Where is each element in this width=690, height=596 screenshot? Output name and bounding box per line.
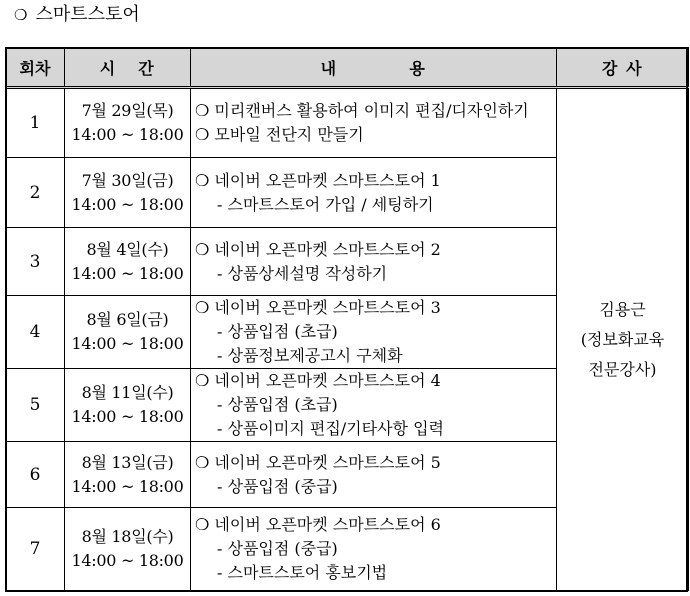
- section-title: 스마트스토어: [35, 4, 140, 25]
- header-instructor: 강 사: [557, 48, 689, 88]
- session-time: 14:00 ~ 18:00: [71, 407, 184, 426]
- session-datetime: [65, 158, 191, 228]
- session-time: 14:00 ~ 18:00: [71, 476, 184, 496]
- content-subitem: - 상품입점 (초급): [217, 322, 338, 341]
- session-number: 6: [6, 442, 65, 508]
- header-session-number: 회차: [6, 48, 65, 88]
- session-number: 4: [6, 296, 65, 369]
- session-date: 8월 6일(금): [86, 310, 169, 329]
- content-subitem: - 상품입점 (중급): [217, 476, 338, 496]
- instructor-title: 전문강사): [588, 359, 657, 379]
- content-subitem: - 상품입점 (중급): [217, 539, 338, 558]
- session-datetime: [65, 228, 191, 296]
- content-item: ❍ 네이버 오픈마켓 스마트스토어 6: [195, 515, 441, 534]
- content-subitem: - 상품이미지 편집/기타사항 입력: [217, 419, 444, 438]
- session-date: 8월 4일(수): [86, 239, 169, 259]
- session-content: [191, 158, 557, 228]
- table-header-row: [6, 48, 689, 88]
- table-row: [6, 88, 689, 158]
- section-heading: [14, 4, 140, 26]
- content-item: ❍ 네이버 오픈마켓 스마트스토어 4: [195, 371, 441, 390]
- instructor-title: (정보화교육: [580, 329, 665, 349]
- session-datetime: [65, 369, 191, 442]
- content-subitem: - 스마트스토어 홍보기법: [217, 563, 388, 582]
- session-datetime: [65, 88, 191, 158]
- session-time: 14:00 ~ 18:00: [71, 125, 184, 144]
- content-item: ❍ 모바일 전단지 만들기: [195, 125, 364, 144]
- session-time: 14:00 ~ 18:00: [71, 194, 184, 214]
- instructor-cell: [557, 88, 689, 591]
- header-time: 시 간: [65, 48, 191, 88]
- schedule-table: [5, 47, 689, 591]
- session-date: 8월 11일(수): [81, 383, 174, 402]
- session-time: 14:00 ~ 18:00: [71, 551, 184, 570]
- session-datetime: [65, 508, 191, 591]
- content-item: ❍ 네이버 오픈마켓 스마트스토어 3: [195, 298, 441, 317]
- content-item: ❍ 네이버 오픈마켓 스마트스토어 5: [195, 452, 441, 472]
- session-datetime: [65, 296, 191, 369]
- session-datetime: [65, 442, 191, 508]
- content-item: ❍ 네이버 오픈마켓 스마트스토어 2: [195, 239, 441, 259]
- session-number: 2: [6, 158, 65, 228]
- content-subitem: - 상품정보제공고시 구체화: [217, 346, 403, 365]
- session-number: 1: [6, 88, 65, 158]
- content-item: ❍ 네이버 오픈마켓 스마트스토어 1: [195, 170, 441, 190]
- header-content: 내 용: [191, 48, 557, 88]
- session-date: 8월 18일(수): [81, 527, 174, 546]
- content-subitem: - 스마트스토어 가입 / 세팅하기: [217, 194, 434, 214]
- content-subitem: - 상품입점 (초급): [217, 395, 338, 414]
- instructor-name: 김용근: [599, 299, 646, 319]
- session-content: [191, 369, 557, 442]
- session-content: [191, 228, 557, 296]
- circle-bullet-icon: ❍: [14, 6, 28, 24]
- session-date: 8월 13일(금): [81, 452, 174, 472]
- session-number: 7: [6, 508, 65, 591]
- session-content: [191, 508, 557, 591]
- session-number: 5: [6, 369, 65, 442]
- session-time: 14:00 ~ 18:00: [71, 263, 184, 283]
- session-date: 7월 29일(목): [81, 101, 174, 120]
- session-content: [191, 88, 557, 158]
- session-content: [191, 442, 557, 508]
- session-number: 3: [6, 228, 65, 296]
- session-time: 14:00 ~ 18:00: [71, 334, 184, 353]
- session-content: [191, 296, 557, 369]
- session-date: 7월 30일(금): [81, 170, 174, 190]
- content-subitem: - 상품상세설명 작성하기: [217, 263, 388, 283]
- content-item: ❍ 미리캔버스 활용하여 이미지 편집/디자인하기: [195, 101, 529, 120]
